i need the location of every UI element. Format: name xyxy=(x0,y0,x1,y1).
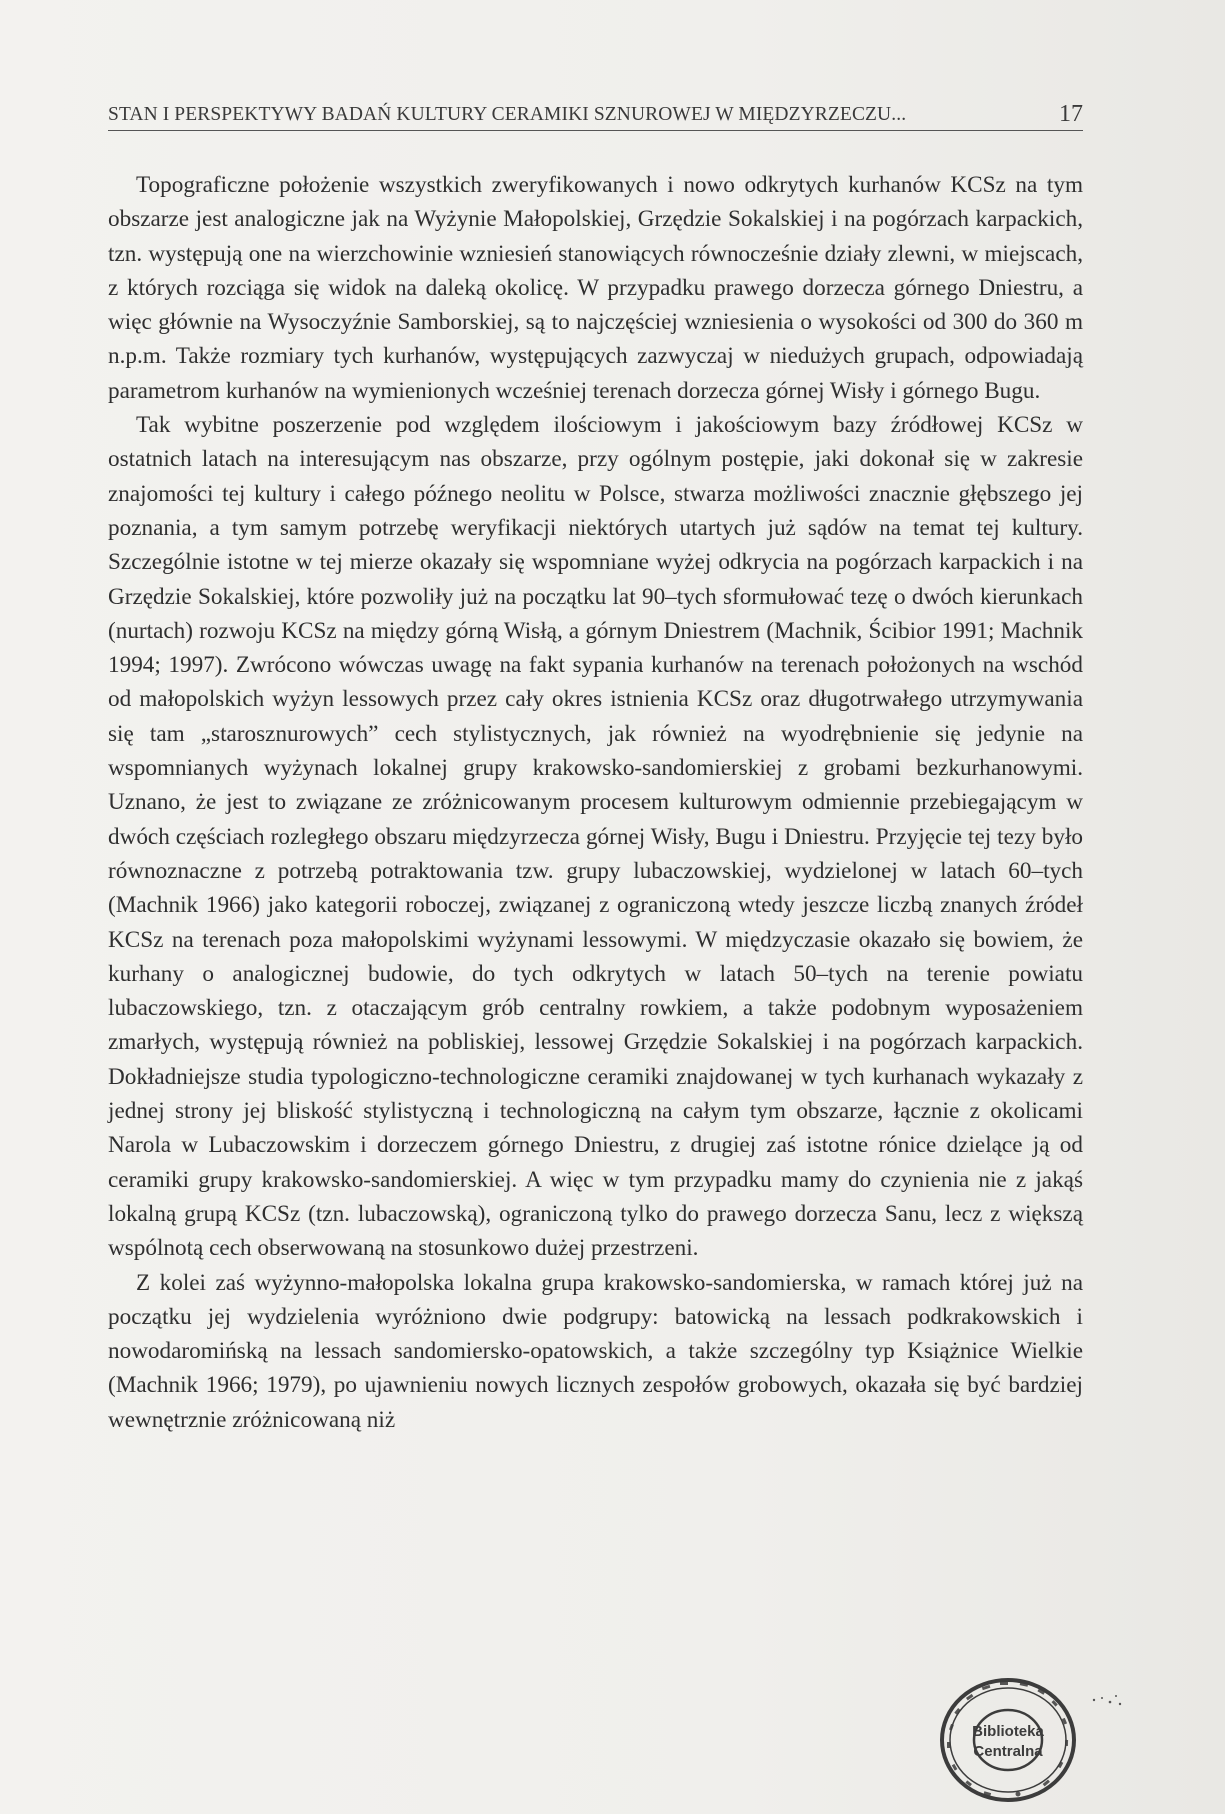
stamp-line-1: Biblioteka xyxy=(972,1723,1044,1740)
body-text xyxy=(108,168,1083,1437)
running-header xyxy=(108,101,1083,131)
paragraph-2: Tak wybitne poszerzenie pod względem ilościowym i jakościowym bazy źródłowej KCSz w ostatnich latach na interesującym nas obszarze, przy ogólnym postępie, jaki dokonał się w zakresie znajomości tej kultury i całego późnego neolitu w Polsce, stwarza możliwości znacznie głębszego jej poznania, a tym samym potrzebę weryfikacji niektórych utartych już sądów na temat tej kultury. Szczególnie istotne w tej mierze okazały się wspomniane wyżej odkrycia na pogórzach karpackich i na Grzędzie Sokalskiej, które pozwoliły już na początku lat 90–tych sformułować tezę o dwóch kierunkach (nurtach) rozwoju KCSz na między górną Wisłą, a górnym Dniestrem (Machnik, Ścibior 1991; Machnik 1994; 1997). Zwrócono wówczas uwagę na fakt sypania kurhanów na terenach położonych na wschód od małopolskich wyżyn lessowych przez cały okres istnienia KCSz oraz długotrwałego utrzymywania się tam „starosznurowych” cech stylistycznych, jak również na wyodrębnienie się jedynie na wspomnianych wyżynach lokalnej grupy krakowsko-sandomierskiej z grobami bezkurhanowymi. Uznano, że jest to związane ze zróżnicowanym procesem kulturowym odmiennie przebiegającym w dwóch częściach rozległego obszaru międzyrzecza górnej Wisły, Bugu i Dniestru. Przyjęcie tej tezy było równoznaczne z potrzebą potraktowania tzw. grupy lubaczowskiej, wydzielonej w latach 60–tych (Machnik 1966) jako kategorii roboczej, związanej z ograniczoną wtedy jeszcze liczbą znanych źródeł KCSz na terenach poza małopolskimi wyżynami lessowymi. W międzyczasie okazało się bowiem, że kurhany o analogicznej budowie, do tych odkrytych w latach 50–tych na terenie powiatu lubaczowskiego, tzn. z otaczającym grób centralny rowkiem, a także podobnym wyposażeniem zmarłych, występują również na pobliskiej, lessowej Grzędzie Sokalskiej i na pogórzach karpackich. Dokładniejsze studia typologiczno-technologiczne ceramiki znajdowanej w tych kurhanach wykazały z jednej strony jej bliskość stylistyczną i technologiczną na całym tym obszarze, łącznie z okolicami Narola w Lubaczowskim i dorzeczem górnego Dniestru, z drugiej zaś istotne rónice dzielące ją od ceramiki grupy krakowsko-sandomierskiej. A więc w tym przypadku mamy do czynienia nie z jakąś lokalną grupą KCSz (tzn. lubaczowską), ograniczoną tylko do prawego dorzecza Sanu, lecz z większą wspólnotą cech obserwowaną na stosunkowo dużej przestrzeni. xyxy=(108,412,1083,1262)
running-title: STAN I PERSPEKTYWY BADAŃ KULTURY CERAMIKI SZNUROWEJ W MIĘDZYRZECZU... xyxy=(108,104,907,125)
library-stamp xyxy=(926,1670,1086,1808)
paragraph-3: Z kolei zaś wyżynno-małopolska lokalna grupa krakowsko-sandomierska, w ramach której już na początku jej wydzielenia wyróżniono dwie podgrupy: batowicką na lessach podkrakowskich i nowodaromińską na lessach sandomiersko-opatowskich, a także szczególny typ Książnice Wielkie (Machnik 1966; 1979), po ujawnieniu nowych licznych zespołów grobowych, okazała się być bardziej wewnętrznie zróżnicowaną niż xyxy=(108,1269,1083,1433)
stamp-line-2: Centralna xyxy=(973,1743,1043,1760)
paragraph-1: Topograficzne położenie wszystkich zweryfikowanych i nowo odkrytych kurhanów KCSz na tym obszarze jest analogiczne jak na Wyżynie Małopolskiej, Grzędzie Sokalskiej i na pogórzach karpackich, tzn. występują one na wierzchowinie wzniesień stanowiących równocześnie działy zlewni, w miejscach, z których rozciąga się widok na daleką okolicę. W przypadku prawego dorzecza górnego Dniestru, a więc głównie na Wysoczyźnie Samborskiej, są to najczęściej wzniesienia o wysokości od 300 do 360 m n.p.m. Także rozmiary tych kurhanów, występujących zazwyczaj w niedużych grupach, odpowiadają parametrom kurhanów na wymienionych wcześniej terenach dorzecza górnej Wisły i górnego Bugu. xyxy=(108,172,1083,404)
page-number: 17 xyxy=(1059,101,1083,127)
paper-specks xyxy=(1090,1690,1126,1710)
